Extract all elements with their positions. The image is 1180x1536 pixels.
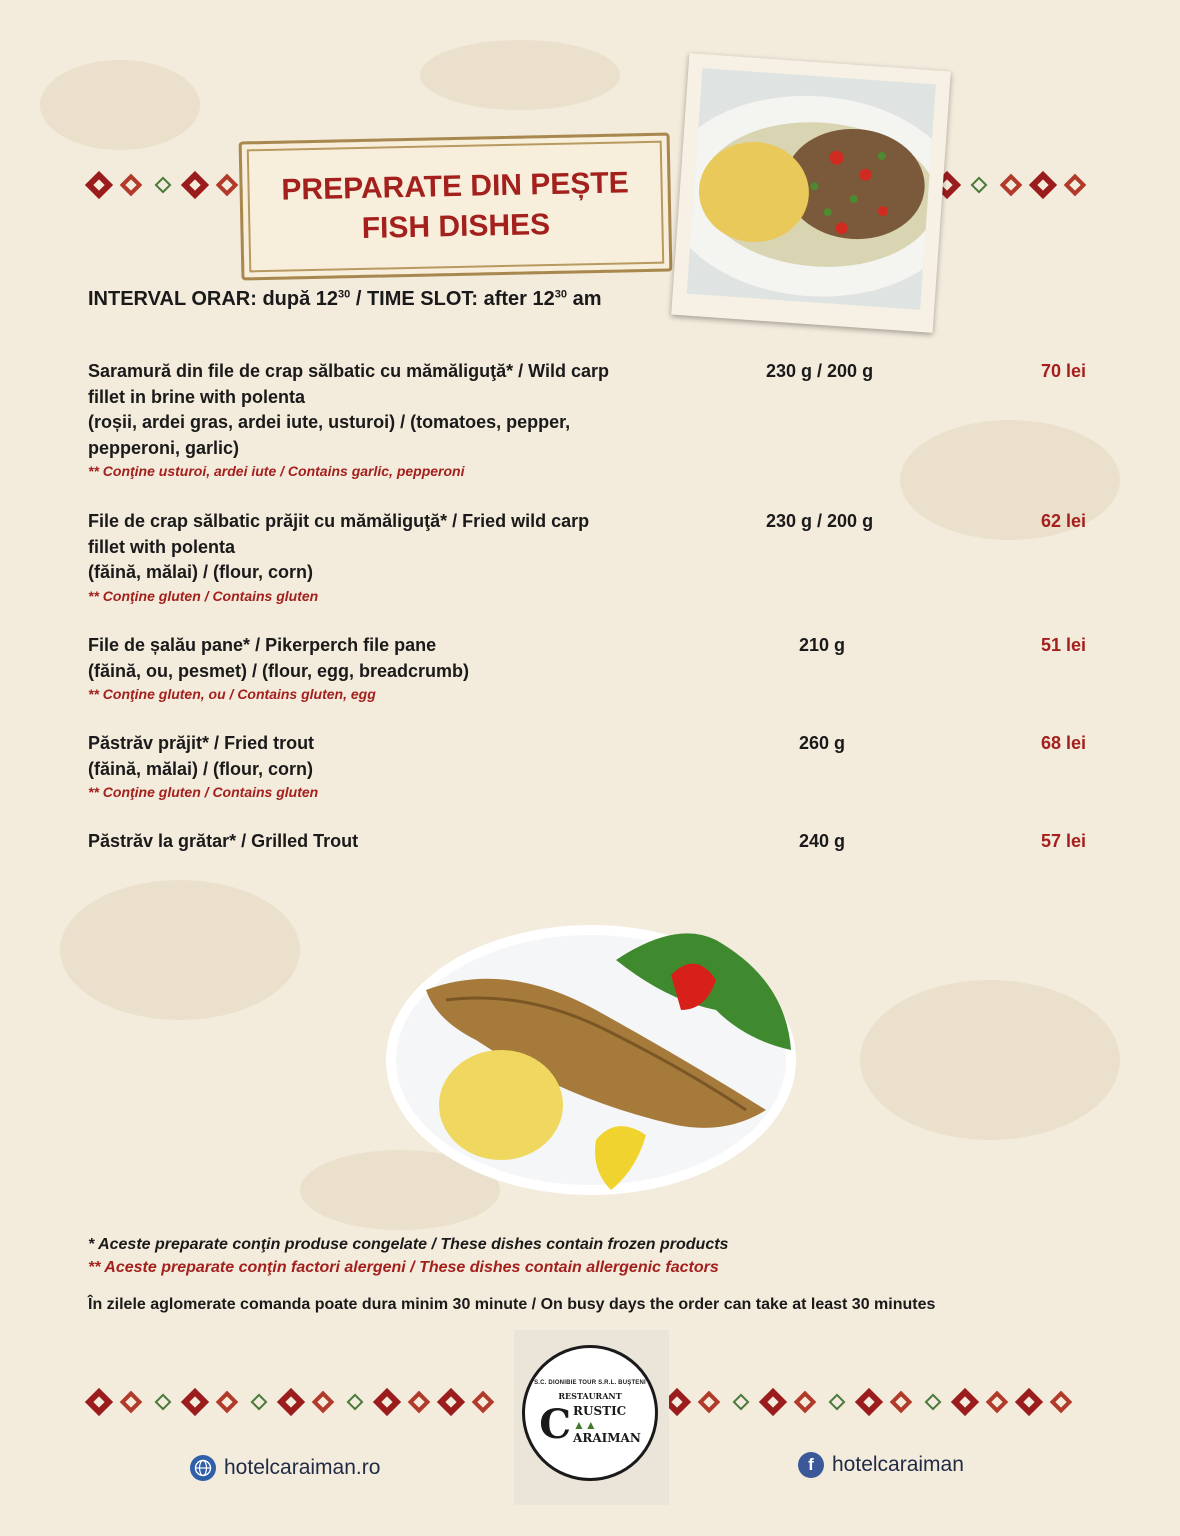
menu-item <box>88 731 688 802</box>
ornament-band-bottom-left <box>86 1389 496 1415</box>
ornament-band-top-left <box>86 172 240 198</box>
menu-item-ingredients: pepperoni, garlic) <box>88 437 240 458</box>
time-slot: INTERVAL ORAR: după $12^{30}$ / TIME SLOT: after $12^{30}$ am <box>88 288 602 310</box>
menu-item-price: 68 lei <box>1040 733 1086 753</box>
menu-item-name: Păstrăv la grătar* / Grilled Trout <box>88 831 359 851</box>
menu-item <box>88 359 688 481</box>
logo-rustic: RUSTIC <box>573 1404 627 1418</box>
allergen-factors-note: ** Aceste preparate conţin factori alergeni / These dishes contain allergenic factors <box>88 1259 719 1276</box>
menu-item-weight: 230 g / 200 g <box>766 361 874 381</box>
restaurant-logo <box>522 1345 658 1481</box>
menu-item-ingredients: (făină, ou, pesmet) / (flour, egg, breadcrumb) <box>88 660 470 681</box>
restaurant-logo-area <box>514 1330 669 1505</box>
tree-icon: ▲▲ <box>573 1418 597 1432</box>
menu-item-name: fillet with polenta <box>88 536 235 557</box>
frozen-products-note: * Aceste preparate conţin produse congelate / These dishes contain frozen products <box>88 1236 729 1253</box>
menu-item-price: 51 lei <box>1040 635 1086 655</box>
globe-icon <box>190 1455 216 1481</box>
menu-item-name: Păstrăv prăjit* / Fried trout <box>88 733 315 753</box>
menu-item <box>88 509 688 606</box>
menu-item-ingredients: (făină, mălai) / (flour, corn) <box>88 758 314 779</box>
logo-company: S.C. DIONIBIE TOUR S.R.L. BUŞTENI <box>534 1380 646 1386</box>
facebook-icon: f <box>798 1452 824 1478</box>
carp-dish-photo <box>671 53 951 333</box>
menu-item-name: fillet in brine with polenta <box>88 386 306 407</box>
facebook-label: hotelcaraiman <box>832 1453 964 1476</box>
menu-item-price: 57 lei <box>1040 831 1086 851</box>
facebook-link[interactable] <box>798 1452 964 1478</box>
title-plaque <box>239 133 673 281</box>
menu-item-allergen: ** Conţine usturoi, ardei iute / Contains garlic, pepperoni <box>88 463 465 479</box>
menu-item <box>88 633 688 704</box>
menu-item-price: 62 lei <box>1040 511 1086 531</box>
website-label: hotelcaraiman.ro <box>224 1456 381 1479</box>
website-link[interactable] <box>190 1455 380 1481</box>
trout-plate-image <box>386 920 800 1200</box>
page-title-ro: PREPARATE DIN PEȘTE <box>281 165 630 207</box>
menu-item-name: Saramură din file de crap sălbatic cu mămăliguţă* / Wild carp <box>88 361 610 381</box>
busy-days-note: În zilele aglomerate comanda poate dura minim 30 minute / On busy days the order can take at least 30 minutes <box>88 1296 936 1313</box>
menu-item-ingredients: (făină, mălai) / (flour, corn) <box>88 562 314 582</box>
page-title-en: FISH DISHES <box>361 207 551 245</box>
ornament-band-top-right <box>934 172 1088 198</box>
menu-item-allergen: ** Conţine gluten, ou / Contains gluten, egg <box>88 686 376 702</box>
menu-item-allergen: ** Conţine gluten / Contains gluten <box>88 784 319 800</box>
menu-item-weight: 230 g / 200 g <box>766 511 874 531</box>
menu-item-name: File de crap sălbatic prăjit cu mămăliguţă* / Fried wild carp <box>88 511 590 531</box>
logo-caraiman: ARAIMAN <box>573 1431 641 1445</box>
menu-item-price: 70 lei <box>1040 361 1086 381</box>
menu-item-weight: 210 g <box>799 635 846 655</box>
menu-item-ingredients: (roșii, ardei gras, ardei iute, usturoi) / (tomatoes, pepper, <box>88 412 571 432</box>
carp-dish-image <box>687 68 936 310</box>
trout-plate-photo <box>386 920 800 1200</box>
menu-item <box>88 829 688 855</box>
menu-item-weight: 240 g <box>799 831 846 851</box>
menu-item-weight: 260 g <box>799 733 846 753</box>
menu-item-allergen: ** Conţine gluten / Contains gluten <box>88 587 319 604</box>
menu-item-name: File de șalău pane* / Pikerperch file pane <box>88 635 437 655</box>
logo-initial: C <box>539 1401 572 1448</box>
logo-restaurant-label: RESTAURANT <box>558 1391 622 1401</box>
ornament-band-bottom-right <box>664 1389 1074 1415</box>
